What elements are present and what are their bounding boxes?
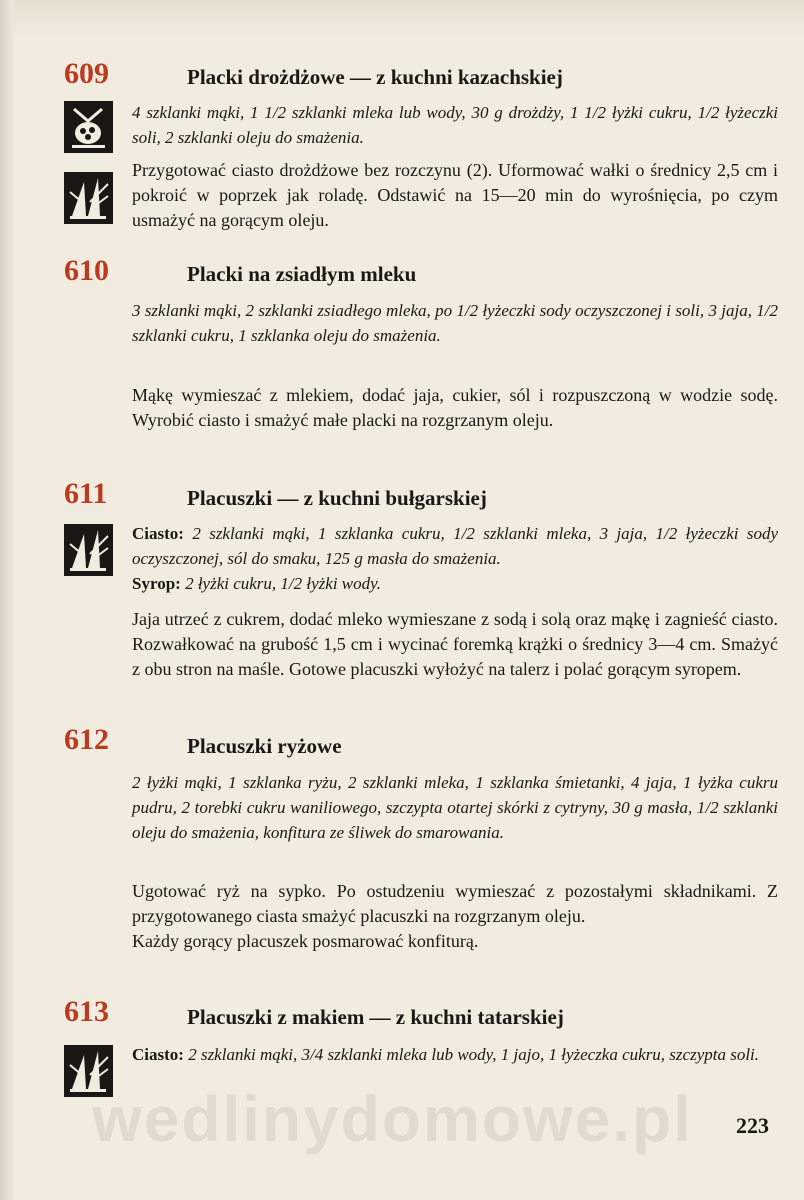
watermark: wedlinydomowe.pl [92, 1083, 693, 1155]
syrup-text: 2 łyżki cukru, 1/2 łyżki wody. [185, 574, 381, 593]
recipe-number: 612 [64, 723, 109, 756]
syrup-line [132, 571, 778, 596]
spice-icon [64, 524, 113, 576]
recipe-number: 610 [64, 254, 109, 287]
dough-line [132, 521, 778, 571]
recipe-number: 611 [64, 477, 108, 510]
page-binding-edge [0, 0, 14, 1200]
recipe-title: Placki drożdżowe — z kuchni kazachskiej [187, 65, 563, 89]
recipe-ingredients [132, 770, 778, 845]
recipe-ingredients [132, 100, 778, 150]
instructions-text: Przygotować ciasto drożdżowe bez rozczynu (2). Uformować wałki o średnicy 2,5 cm i pokroić w poprzek jak roladę. Odstawić na 15—20 min do wyrośnięcia, po czym usmażyć na gorącym oleju. [132, 160, 778, 230]
recipe-title: Placuszki — z kuchni bułgarskiej [187, 486, 487, 510]
recipe-ingredients [132, 298, 778, 348]
recipe-instructions [132, 383, 778, 433]
dough-text: 2 szklanki mąki, 1 szklanka cukru, 1/2 szklanki mleka, 3 jaja, 1/2 łyżeczki sody oczyszczonej, sól do smaku, 125 g masła do smażenia. [132, 524, 778, 568]
page-number: 223 [736, 1113, 769, 1138]
recipe-instructions [132, 879, 778, 954]
recipe-title: Placuszki z makiem — z kuchni tatarskiej [187, 1005, 564, 1029]
recipe-instructions [132, 158, 778, 233]
recipe-ingredients [132, 521, 778, 596]
ingredients-text: 2 łyżki mąki, 1 szklanka ryżu, 2 szklanki mleka, 1 szklanka śmietanki, 4 jaja, 1 łyżka cukru pudru, 2 torebki cukru waniliowego, szczypta otartej skórki z cytryny, 30 g masła, 1/2 szklanki oleju do smażenia, konfitura ze śliwek do smarowania. [132, 773, 778, 842]
pot-icon [64, 101, 113, 153]
syrup-label: Syrop: [132, 574, 181, 593]
spice-icon [64, 172, 113, 224]
instructions-text: Jaja utrzeć z cukrem, dodać mleko wymieszane z sodą i solą oraz mąkę i zagnieść ciasto. Rozwałkować na grubość 1,5 cm i wycinać foremką krążki o średnicy 3—4 cm. Smażyć z obu stron na maśle. Gotowe placuszki wyłożyć na talerz i polać gorącym syropem. [132, 609, 778, 679]
instructions-text-2: Każdy gorący placuszek posmarować konfiturą. [132, 931, 479, 951]
recipe-ingredients [132, 1042, 778, 1067]
recipe-title: Placki na zsiadłym mleku [187, 262, 417, 286]
dough-text: 2 szklanki mąki, 3/4 szklanki mleka lub wody, 1 jajo, 1 łyżeczka cukru, szczypta soli. [188, 1045, 760, 1064]
ingredients-text: 3 szklanki mąki, 2 szklanki zsiadłego mleka, po 1/2 łyżeczki sody oczyszczonej i soli, 3 jaja, 1/2 szklanki cukru, 1 szklanka oleju do smażenia. [132, 301, 778, 345]
instructions-text: Ugotować ryż na sypko. Po ostudzeniu wymieszać z pozostałymi składnikami. Z przygotowanego ciasta smażyć placuszki na rozgrzanym oleju. [132, 881, 778, 926]
recipe-instructions [132, 607, 778, 682]
page-top-shadow [0, 0, 804, 40]
dough-line [132, 1042, 778, 1067]
recipe-number: 613 [64, 995, 109, 1028]
dough-label: Ciasto: [132, 524, 184, 543]
ingredients-text: 4 szklanki mąki, 1 1/2 szklanki mleka lub wody, 30 g drożdży, 1 1/2 łyżki cukru, 1/2 łyżeczki soli, 2 szklanki oleju do smażenia. [132, 103, 778, 147]
dough-label: Ciasto: [132, 1045, 184, 1064]
recipe-title: Placuszki ryżowe [187, 734, 342, 758]
recipe-number: 609 [64, 57, 109, 90]
instructions-text: Mąkę wymieszać z mlekiem, dodać jaja, cukier, sól i rozpuszczoną w wodzie sodę. Wyrobić ciasto i smażyć małe placki na rozgrzanym oleju. [132, 385, 778, 430]
